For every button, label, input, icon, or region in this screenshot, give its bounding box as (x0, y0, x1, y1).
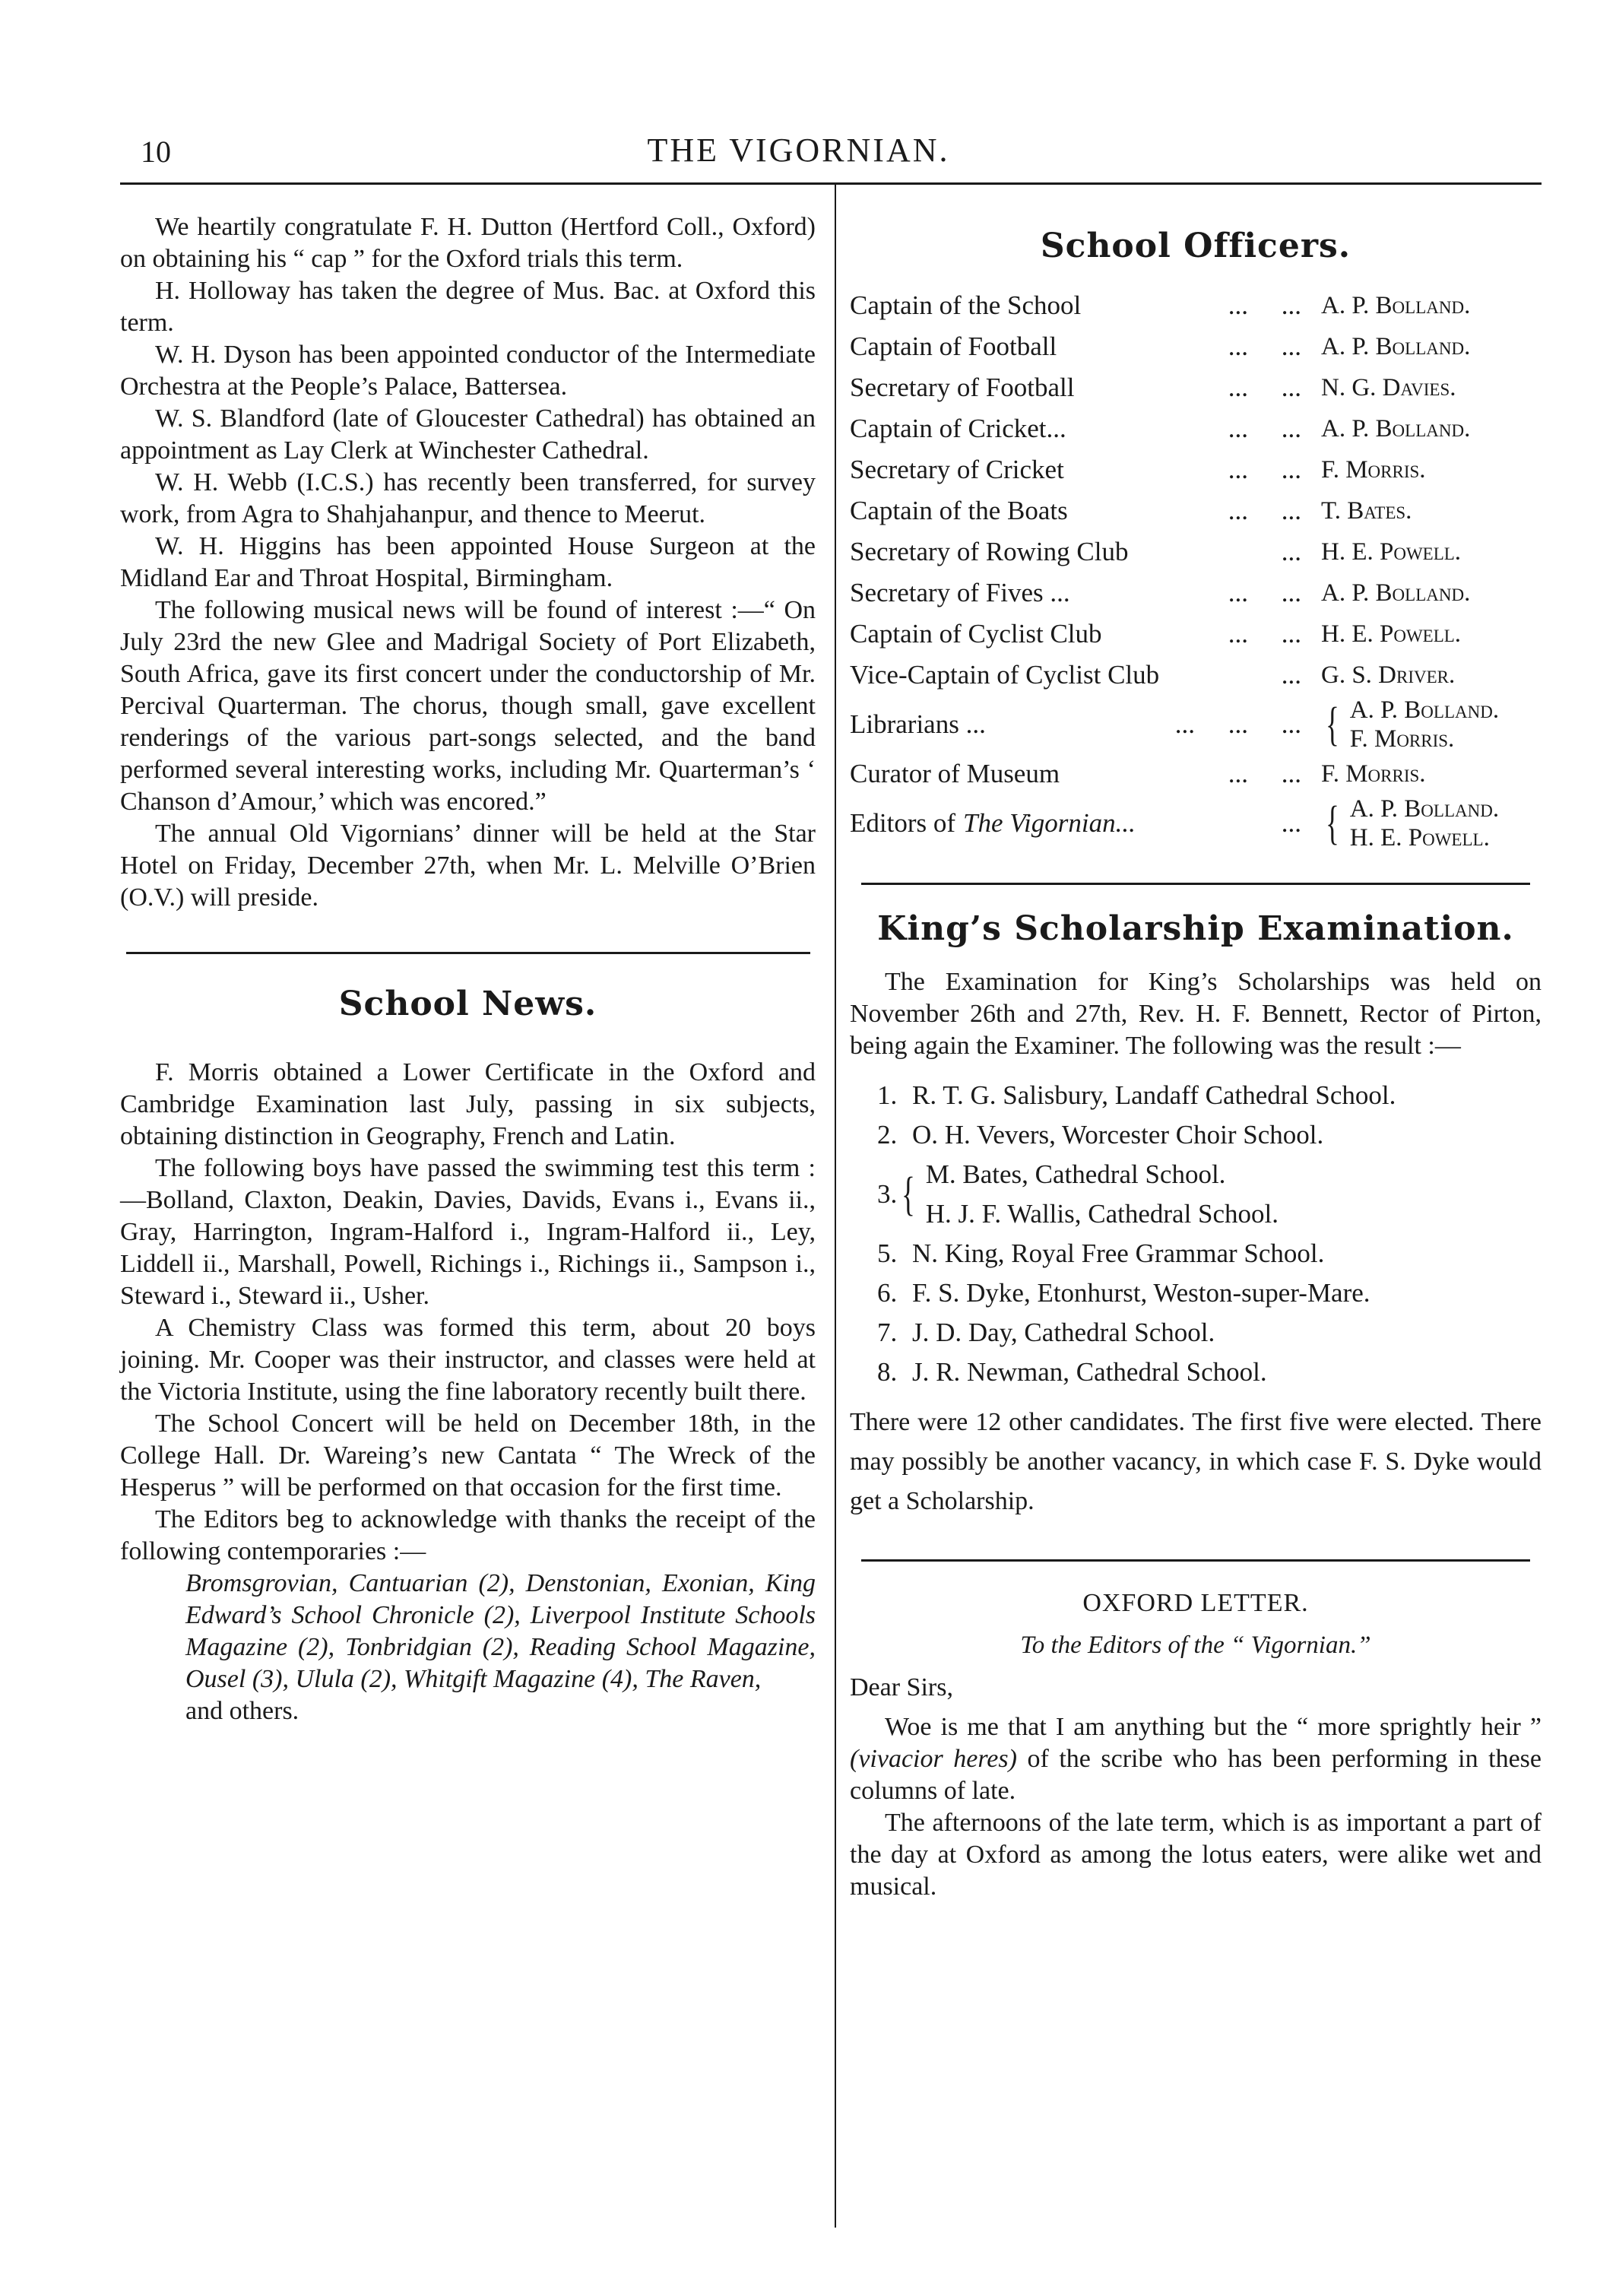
result-number: 2. (877, 1120, 898, 1150)
leader-dots: ... ... (1228, 414, 1301, 443)
result-number: 5. (877, 1238, 898, 1268)
officer-role-cell (850, 490, 1321, 531)
officer-name: A. P. Bolland. (1321, 414, 1471, 442)
brace-group (1321, 696, 1542, 753)
paragraph: W. H. Dyson has been appointed conductor of the Intermediate Orchestra at the People’s Palace, Battersea. (120, 341, 816, 401)
paragraph: H. Holloway has taken the degree of Mus. Bac. at Oxford this term. (120, 277, 816, 337)
officer-role-cell (850, 696, 1321, 753)
officer-row (850, 408, 1542, 449)
officer-row (850, 655, 1542, 696)
officer-row (850, 696, 1542, 753)
officer-row (850, 753, 1542, 794)
result-number: 6. (877, 1278, 898, 1308)
list-item (877, 1234, 1542, 1273)
paragraph: The following boys have passed the swimming test this term :—Bolland, Claxton, Deakin, Davies, Davids, Evans i., Evans ii., Gray, Harrington, Ingram-Halford i., Ingram-Halford ii., Ley, Liddell ii., Marshall, Powell, Richings i., Richings ii., Sampson i., Steward i., Steward ii., Usher. (120, 1154, 816, 1310)
section-rule (861, 883, 1530, 885)
officer-row (850, 614, 1542, 655)
paragraph: We heartily congratulate F. H. Dutton (Hertford Coll., Oxford) on obtaining his “ cap ” for the Oxford trials this term. (120, 213, 816, 273)
officer-role: Secretary of Cricket (850, 455, 1064, 484)
leader-dots: ... ... (1228, 578, 1301, 607)
list-item (877, 1115, 1542, 1155)
text-run: Woe is me that I am anything but the “ more sprightly heir ” (885, 1713, 1542, 1741)
officer-role: Captain of Cyclist Club (850, 619, 1102, 649)
page-number: 10 (141, 135, 171, 169)
leader-dots: ... (1281, 808, 1301, 838)
kings-closing: There were 12 other candidates. The first five were elected. There may possibly be another vacancy, in which case F. S. Dyke would get a Scholarship. (850, 1408, 1542, 1515)
officer-name: H. E. Powell. (1321, 538, 1462, 566)
list-item (877, 1273, 1542, 1313)
paragraph: W. S. Blandford (late of Gloucester Cathedral) has obtained an appointment as Lay Clerk at Winchester Cathedral. (120, 404, 816, 465)
officer-role-cell (850, 449, 1321, 490)
leader-dots: ... ... (1228, 290, 1301, 320)
officer-role-cell (850, 408, 1321, 449)
salutation: Dear Sirs, (850, 1673, 953, 1701)
paragraph: A Chemistry Class was formed this term, about 20 boys joining. Mr. Cooper was their instructor, and classes were held at the Victoria Institute, using the fine laboratory recently built there. (120, 1314, 816, 1406)
officer-row (850, 794, 1542, 852)
officer-name: N. G. Davies. (1321, 373, 1456, 401)
officer-row (850, 449, 1542, 490)
tied-result (877, 1155, 1542, 1234)
officer-role-cell (850, 531, 1321, 572)
result-number: 8. (877, 1357, 898, 1387)
list-item (877, 1353, 1542, 1392)
header-rule (120, 182, 1542, 185)
leader-dots: ... ... (1228, 373, 1301, 402)
officers-table (850, 285, 1542, 852)
officer-name: T. Bates. (1321, 496, 1412, 525)
paragraph (850, 1711, 1542, 1807)
leader-dots: ... ... (1228, 455, 1301, 484)
section-rule (126, 952, 810, 954)
paragraph: The following musical news will be found of interest :—“ On July 23rd the new Glee and Madrigal Society of Port Elizabeth, South Africa, gave its first concert under the conductorship of Mr. Percival Quarterman. The chorus, though small, gave excellent renderings of the various part-songs selected, and the band performed several interesting works, including Mr. Quarterman’s ‘ Chanson d’Amour,’ which was encored.” (120, 596, 816, 816)
officer-role: Vice-Captain of Cyclist Club (850, 660, 1160, 690)
list-item (877, 1313, 1542, 1353)
leader-dots: ... (1281, 537, 1301, 566)
paragraph: The afternoons of the late term, which is as important a part of the day at Oxford as among the lotus eaters, were alike wet and musical. (850, 1809, 1542, 1901)
officer-names (1321, 696, 1542, 753)
paragraph: W. H. Higgins has been appointed House Surgeon at the Midland Ear and Throat Hospital, Birmingham. (120, 532, 816, 592)
officer-names (1321, 794, 1542, 852)
officer-role-cell (850, 794, 1321, 852)
paragraph: The Editors beg to acknowledge with thanks the receipt of the following contemporaries :— (120, 1505, 816, 1565)
brace: { (1325, 798, 1339, 849)
journal-title: THE VIGORNIAN. (647, 132, 950, 169)
result-number: 1. (877, 1080, 898, 1110)
oxford-subheading: To the Editors of the “ Vigornian.” (1020, 1632, 1371, 1659)
contemporaries-end: and others. (185, 1697, 299, 1725)
latin-phrase: (vivacior heres) (850, 1745, 1017, 1773)
officer-role-cell (850, 285, 1321, 326)
kings-heading: King’s Scholarship Examination. (877, 909, 1514, 948)
officer-role: Secretary of Football (850, 373, 1075, 402)
officer-role: Captain of the School (850, 290, 1082, 320)
school-officers-heading: School Officers. (1040, 227, 1351, 265)
officer-role-cell (850, 572, 1321, 614)
officer-role-cell (850, 326, 1321, 367)
result-text: H. J. F. Wallis, Cathedral School. (925, 1199, 1279, 1229)
officer-row (850, 490, 1542, 531)
officer-name: H. E. Powell. (1321, 620, 1462, 648)
leader-dots: ... ... (1228, 331, 1301, 361)
paragraph: The School Concert will be held on December 18th, in the College Hall. Dr. Wareing’s new Cantata “ The Wreck of the Hesperus ” will be performed on that occasion for the first time. (120, 1410, 816, 1502)
result-text: M. Bates, Cathedral School. (925, 1159, 1226, 1189)
officer-role-cell (850, 655, 1321, 696)
officer-row (850, 531, 1542, 572)
officer-name: F. Morris. (1321, 455, 1426, 484)
brace-group (1321, 794, 1542, 852)
brace: { (1325, 699, 1339, 750)
officer-role-cell (850, 367, 1321, 408)
officer-name: A. P. Bolland. (1321, 579, 1471, 607)
text-run: of the scribe who has been performing in these columns of late. (850, 1745, 1542, 1805)
left-column (120, 211, 816, 1727)
officer-name: F. Morris. (1321, 760, 1426, 788)
officer-role-cell (850, 753, 1321, 794)
officer-role: Captain of Football (850, 331, 1057, 361)
result-text: J. R. Newman, Cathedral School. (912, 1357, 1267, 1387)
officer-role: Secretary of Rowing Club (850, 537, 1129, 566)
school-news-heading: School News. (338, 985, 597, 1023)
leader-dots: ... (1281, 660, 1301, 690)
officer-role: Secretary of Fives ... (850, 578, 1070, 607)
results-list (877, 1076, 1542, 1392)
oxford-heading: OXFORD LETTER. (1082, 1589, 1309, 1617)
contemporaries-list: Bromsgrovian, Cantuarian (2), Denstonian, Exonian, King Edward’s School Chronicle (2), Liverpool Institute Schools Magazine (2), Tonbridgian (2), Reading School Magazine, Ousel (3), Ulula (2), Whitgift Magazine (4), The Raven, (185, 1569, 816, 1693)
result-text: F. S. Dyke, Etonhurst, Weston-super-Mare. (912, 1278, 1370, 1308)
officer-role: Captain of the Boats (850, 496, 1068, 525)
result-number: 3. (877, 1179, 898, 1209)
result-number: 7. (877, 1318, 898, 1347)
paragraph: F. Morris obtained a Lower Certificate in the Oxford and Cambridge Examination last July, passing in six subjects, obtaining distinction in Geography, French and Latin. (120, 1058, 816, 1150)
kings-intro: The Examination for King’s Scholarships was held on November 26th and 27th, Rev. H. F. Bennett, Rector of Pirton, being again the Examiner. The following was the result :— (850, 968, 1542, 1060)
result-text: O. H. Vevers, Worcester Choir School. (912, 1120, 1324, 1150)
officer-role: Editors of (850, 808, 956, 838)
name-pair (1350, 794, 1499, 852)
result-text: J. D. Day, Cathedral School. (912, 1318, 1215, 1347)
leader-dots: ... ... ... (1174, 709, 1301, 739)
leader-dots: ... ... (1228, 759, 1301, 788)
officer-row (850, 326, 1542, 367)
officer-role: Librarians ... (850, 709, 986, 739)
result-text: N. King, Royal Free Grammar School. (912, 1238, 1325, 1268)
list-item (877, 1076, 1542, 1115)
officer-name: A. P. Bolland. (1321, 291, 1471, 319)
journal-name: The Vigornian... (963, 808, 1136, 838)
officer-name: A. P. Bolland. (1349, 696, 1500, 724)
officer-row (850, 572, 1542, 614)
brace: { (901, 1169, 915, 1220)
officer-row (850, 367, 1542, 408)
leader-dots: ... ... (1228, 496, 1301, 525)
officer-name: A. P. Bolland. (1349, 795, 1500, 823)
paragraph: W. H. Webb (I.C.S.) has recently been transferred, for survey work, from Agra to Shahjahanpur, and thence to Meerut. (120, 468, 816, 528)
name-pair (1350, 696, 1499, 753)
officer-name: H. E. Powell. (1349, 824, 1490, 851)
officer-name: A. P. Bolland. (1321, 332, 1471, 360)
officer-role-cell (850, 614, 1321, 655)
section-rule (861, 1559, 1530, 1562)
officer-role: Captain of Cricket... (850, 414, 1066, 443)
right-column (850, 227, 1542, 1903)
officer-role: Curator of Museum (850, 759, 1060, 788)
column-divider (835, 182, 836, 2228)
officer-name: F. Morris. (1349, 725, 1455, 753)
officer-name: G. S. Driver. (1321, 661, 1456, 689)
paragraph: The annual Old Vigornians’ dinner will be held at the Star Hotel on Friday, December 27th, when Mr. L. Melville O’Brien (O.V.) will preside. (120, 820, 816, 912)
officer-row (850, 285, 1542, 326)
result-text: R. T. G. Salisbury, Landaff Cathedral School. (912, 1080, 1396, 1110)
leader-dots: ... ... (1228, 619, 1301, 649)
